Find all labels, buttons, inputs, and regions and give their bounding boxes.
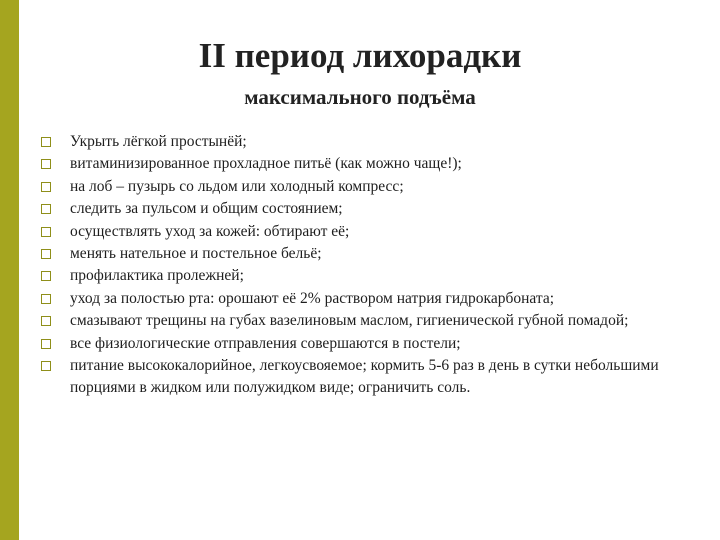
slide-subtitle: максимального подъёма	[244, 85, 476, 109]
list-item	[40, 355, 690, 400]
hollow-square-bullet-icon	[41, 361, 51, 371]
list-item	[40, 265, 690, 287]
list-item	[40, 243, 690, 265]
list-item-text: профилактика пролежней;	[70, 267, 244, 285]
hollow-square-bullet-icon	[41, 339, 51, 349]
list-item-text: витаминизированное прохладное питьё (как можно чаще!);	[70, 155, 462, 173]
list-item-text: смазывают трещины на губах вазелиновым маслом, гигиенической губной помадой;	[70, 312, 629, 330]
list-item-text: менять нательное и постельное бельё;	[70, 245, 322, 263]
hollow-square-bullet-icon	[41, 271, 51, 281]
list-item	[40, 176, 690, 198]
slide-title: II период лихорадки	[198, 36, 522, 75]
bullet-list	[40, 131, 690, 400]
list-item	[40, 221, 690, 243]
hollow-square-bullet-icon	[41, 316, 51, 326]
hollow-square-bullet-icon	[41, 249, 51, 259]
hollow-square-bullet-icon	[41, 227, 51, 237]
hollow-square-bullet-icon	[41, 204, 51, 214]
hollow-square-bullet-icon	[41, 294, 51, 304]
list-item	[40, 333, 690, 355]
list-item	[40, 310, 690, 332]
list-item-text: уход за полостью рта: орошают её 2% раствором натрия гидрокарбоната;	[70, 289, 555, 307]
list-item-text: питание высококалорийное, легкоусвояемое; кормить 5-6 раз в день в сутки небольшими порциями в жидком или полужидком виде; ограничить соль.	[70, 357, 659, 397]
accent-side-bar	[0, 0, 19, 540]
list-item-text: следить за пульсом и общим состоянием;	[70, 200, 343, 218]
hollow-square-bullet-icon	[41, 159, 51, 169]
list-item-text: на лоб – пузырь со льдом или холодный компресс;	[70, 177, 404, 195]
list-item	[40, 131, 690, 153]
list-item-text: Укрыть лёгкой простынёй;	[70, 133, 247, 150]
list-item	[40, 153, 690, 175]
list-item-text: осуществлять уход за кожей: обтирают её;	[70, 222, 350, 240]
list-item	[40, 198, 690, 220]
hollow-square-bullet-icon	[41, 137, 51, 147]
list-item-text: все физиологические отправления совершаются в постели;	[70, 334, 461, 352]
hollow-square-bullet-icon	[41, 182, 51, 192]
list-item	[40, 288, 690, 310]
